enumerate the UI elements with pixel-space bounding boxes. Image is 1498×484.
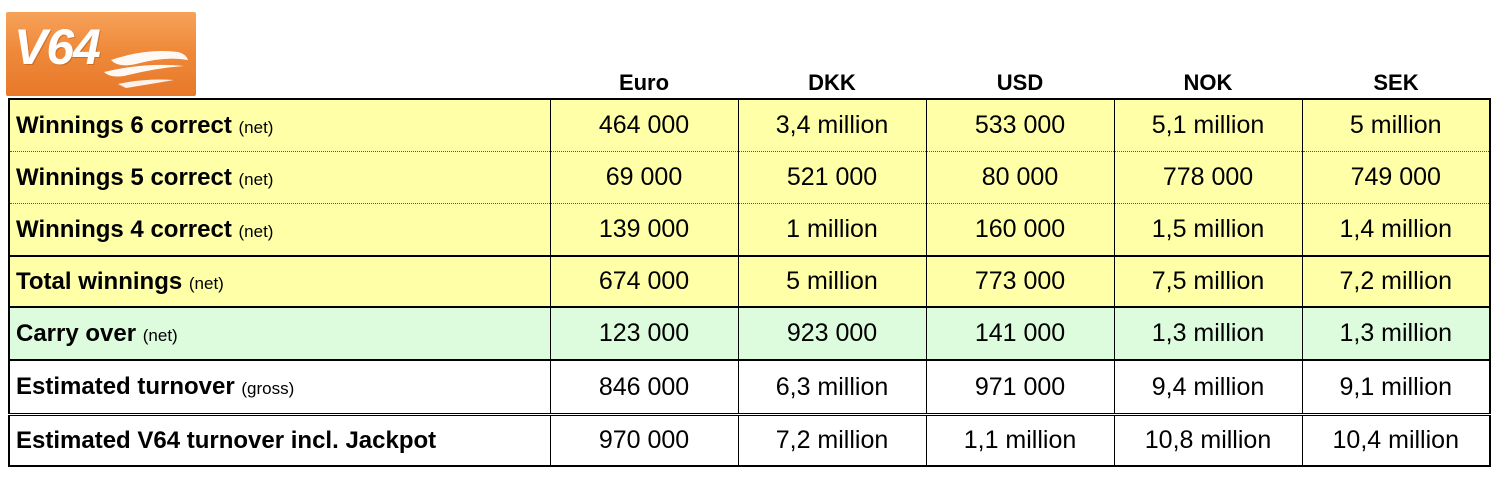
row-label xyxy=(9,415,550,467)
cell-sek: 1,3 million xyxy=(1302,307,1490,360)
cell-usd: 533 000 xyxy=(926,99,1114,152)
cell-dkk: 6,3 million xyxy=(738,360,926,415)
table-row xyxy=(9,256,1490,307)
cell-nok: 1,5 million xyxy=(1114,204,1302,257)
cell-dkk: 3,4 million xyxy=(738,99,926,152)
column-header-dkk: DKK xyxy=(738,64,926,99)
cell-sek: 749 000 xyxy=(1302,152,1490,204)
table-row xyxy=(9,204,1490,257)
cell-dkk: 5 million xyxy=(738,256,926,307)
v64-winnings-table xyxy=(8,64,1491,467)
row-qualifier: (net) xyxy=(238,117,274,137)
cell-sek: 7,2 million xyxy=(1302,256,1490,307)
header-row xyxy=(9,64,1490,99)
row-label-text: Winnings 5 correct xyxy=(16,163,232,191)
row-label-text: Winnings 4 correct xyxy=(16,215,232,243)
column-header-sek: SEK xyxy=(1302,64,1490,99)
row-label xyxy=(9,307,550,360)
row-qualifier: (net) xyxy=(142,325,178,345)
cell-nok: 5,1 million xyxy=(1114,99,1302,152)
column-header-usd: USD xyxy=(926,64,1114,99)
row-label-text: Estimated turnover xyxy=(16,373,235,400)
cell-usd: 141 000 xyxy=(926,307,1114,360)
logo-text: V64 xyxy=(14,19,100,75)
row-label xyxy=(9,256,550,307)
cell-usd: 80 000 xyxy=(926,152,1114,204)
cell-sek: 1,4 million xyxy=(1302,204,1490,257)
column-header-nok: NOK xyxy=(1114,64,1302,99)
row-qualifier: (net) xyxy=(188,273,224,293)
cell-euro: 464 000 xyxy=(550,99,738,152)
cell-euro: 674 000 xyxy=(550,256,738,307)
cell-euro: 69 000 xyxy=(550,152,738,204)
row-label xyxy=(9,99,550,152)
cell-usd: 1,1 million xyxy=(926,415,1114,467)
row-qualifier: (gross) xyxy=(241,379,295,398)
row-label xyxy=(9,204,550,257)
cell-nok: 1,3 million xyxy=(1114,307,1302,360)
cell-usd: 773 000 xyxy=(926,256,1114,307)
cell-euro: 139 000 xyxy=(550,204,738,257)
cell-dkk: 923 000 xyxy=(738,307,926,360)
cell-sek: 10,4 million xyxy=(1302,415,1490,467)
row-qualifier: (net) xyxy=(238,221,274,241)
cell-nok: 9,4 million xyxy=(1114,360,1302,415)
row-label-text: Total winnings xyxy=(16,267,183,295)
cell-sek: 5 million xyxy=(1302,99,1490,152)
table-row xyxy=(9,152,1490,204)
cell-dkk: 1 million xyxy=(738,204,926,257)
cell-euro: 846 000 xyxy=(550,360,738,415)
row-label-text: Winnings 6 correct xyxy=(16,111,232,139)
table-row xyxy=(9,360,1490,415)
cell-nok: 10,8 million xyxy=(1114,415,1302,467)
cell-euro: 123 000 xyxy=(550,307,738,360)
cell-usd: 160 000 xyxy=(926,204,1114,257)
table-row xyxy=(9,99,1490,152)
header-blank xyxy=(9,64,550,99)
column-header-euro: Euro xyxy=(550,64,738,99)
cell-sek: 9,1 million xyxy=(1302,360,1490,415)
cell-dkk: 521 000 xyxy=(738,152,926,204)
row-label-text: Estimated V64 turnover incl. Jackpot xyxy=(16,426,437,454)
cell-dkk: 7,2 million xyxy=(738,415,926,467)
row-qualifier: (net) xyxy=(238,169,274,189)
table-row xyxy=(9,415,1490,467)
cell-nok: 7,5 million xyxy=(1114,256,1302,307)
cell-nok: 778 000 xyxy=(1114,152,1302,204)
row-label-text: Carry over xyxy=(16,319,137,347)
row-label xyxy=(9,152,550,204)
cell-euro: 970 000 xyxy=(550,415,738,467)
cell-usd: 971 000 xyxy=(926,360,1114,415)
table-row xyxy=(9,307,1490,360)
row-label xyxy=(9,360,550,415)
